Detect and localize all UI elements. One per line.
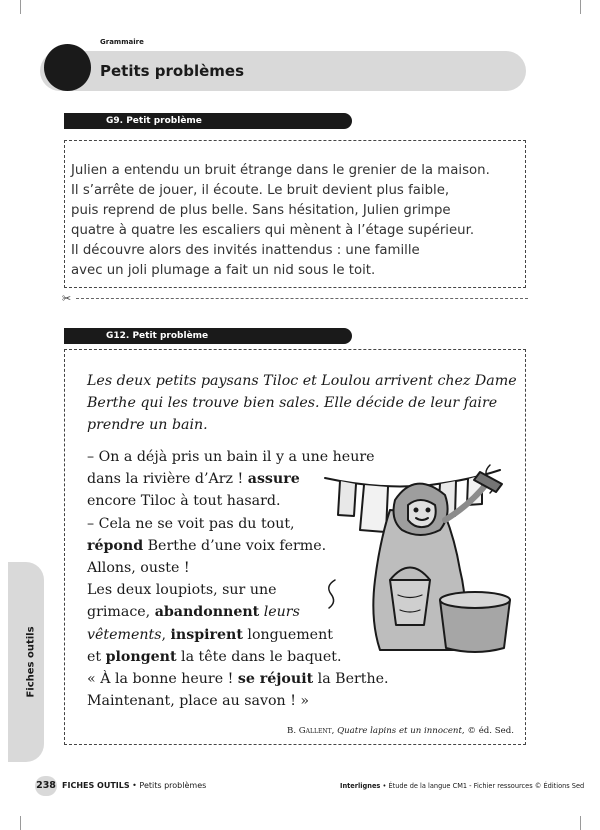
- source-citation: [287, 726, 514, 736]
- verb-bold: répond: [87, 537, 144, 554]
- text-span: dans la rivière d’Arz !: [87, 471, 248, 488]
- text-span: ,: [161, 626, 171, 643]
- text-span: Berthe d’une voix ferme.: [143, 537, 327, 554]
- side-tab-label: Fiches outils: [25, 626, 37, 698]
- footer-bullet: •: [129, 781, 140, 790]
- section-title-g12: G12. Petit problème: [64, 328, 352, 344]
- verb-bold: inspirent: [170, 626, 243, 643]
- crop-mark: [20, 816, 21, 830]
- source-author-initial: B.: [287, 726, 299, 736]
- text-line: prendre un bain.: [87, 417, 208, 433]
- text-span: la tête dans le baquet.: [176, 648, 342, 665]
- text-box-g12: [64, 349, 526, 745]
- crop-mark: [20, 0, 21, 14]
- text-span: et: [87, 648, 106, 665]
- verb-bold: assure: [247, 471, 300, 488]
- verb-bold: plongent: [105, 648, 177, 665]
- source-author: Gallent: [298, 726, 332, 736]
- text-line: Maintenant, place au savon ! »: [87, 693, 310, 710]
- text-span: la Berthe.: [313, 671, 389, 687]
- dialog-paragraph-end: [87, 668, 389, 712]
- page-number: 238: [35, 776, 57, 796]
- footer-brand: Interlignes: [340, 782, 381, 790]
- footer-topic: Petits problèmes: [139, 781, 207, 790]
- page-title: Petits problèmes: [100, 62, 245, 80]
- text-line: – Cela ne se voit pas du tout,: [87, 515, 295, 532]
- text-italic: leurs: [259, 604, 300, 621]
- text-line: puis reprend de plus belle. Sans hésitation, Julien grimpe: [71, 203, 451, 218]
- text-line: – On a déjà pris un bain il y a une heure: [87, 449, 375, 465]
- footer-credits: • Étude de la langue CM1 - Fichier ressources © Éditions Sed: [380, 782, 585, 790]
- text-line: Allons, ouste !: [87, 560, 190, 577]
- crop-mark: [580, 816, 581, 830]
- text-line: quatre à quatre les escaliers qui mènent à l’étage supérieur.: [71, 223, 475, 238]
- footer-right: [340, 782, 584, 790]
- scissors-icon: ✂: [62, 292, 72, 305]
- text-box-g9: [64, 140, 526, 288]
- text-line: Il s’arrête de jouer, il écoute. Le bruit devient plus faible,: [71, 183, 450, 198]
- text-italic: vêtements: [87, 626, 162, 643]
- text-span: grimace,: [87, 604, 155, 621]
- text-line: avec un joli plumage a fait un nid sous le toit.: [71, 263, 376, 278]
- section-title-g9: G9. Petit problème: [64, 113, 352, 129]
- header-circle: [44, 44, 91, 91]
- verb-bold: se réjouit: [237, 671, 314, 687]
- verb-bold: abandonnent: [154, 604, 260, 621]
- crop-mark: [580, 0, 581, 14]
- paragraph-g9: [71, 161, 490, 281]
- text-line: Il découvre alors des invités inattendus : une famille: [71, 243, 420, 258]
- text-span: « À la bonne heure !: [87, 671, 238, 687]
- dashed-line: [76, 298, 528, 299]
- source-separator: ,: [331, 726, 338, 736]
- footer-section: FICHES OUTILS: [62, 781, 130, 790]
- text-span: longuement: [242, 626, 333, 643]
- footer-left: [62, 781, 206, 790]
- source-work: Quatre lapins et un innocent: [337, 726, 462, 736]
- cut-line: [62, 292, 528, 308]
- text-line: encore Tiloc à tout hasard.: [87, 493, 281, 510]
- intro-paragraph: [87, 370, 517, 436]
- dialog-paragraph: [87, 446, 375, 668]
- source-publisher: , © éd. Sed.: [461, 726, 514, 736]
- illustration-washerwoman: [320, 460, 520, 660]
- chapter-label: Grammaire: [100, 38, 144, 46]
- text-line: Julien a entendu un bruit étrange dans le grenier de la maison.: [71, 163, 490, 178]
- text-line: Les deux petits paysans Tiloc et Loulou arrivent chez Dame: [87, 373, 517, 389]
- text-line: Berthe qui les trouve bien sales. Elle décide de leur faire: [87, 395, 498, 411]
- text-line: Les deux loupiots, sur une: [87, 582, 277, 599]
